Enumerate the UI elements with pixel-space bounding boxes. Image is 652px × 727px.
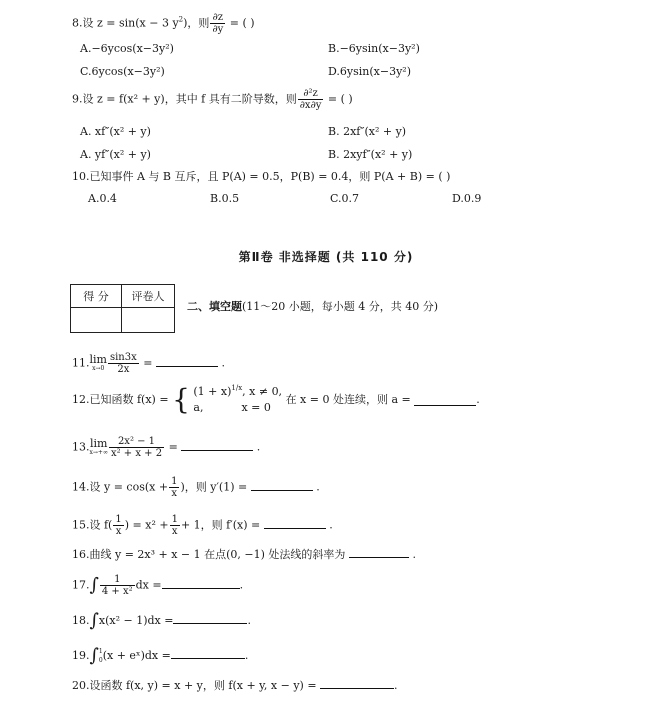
- q20-answer-blank[interactable]: [320, 677, 394, 689]
- q19-integral-icon: ∫: [89, 645, 99, 666]
- q11-equals: =: [143, 356, 153, 370]
- q15-end: .: [329, 518, 333, 532]
- q19-pre: 19.: [72, 649, 90, 662]
- q19-answer-blank[interactable]: [171, 647, 245, 659]
- score-table: [70, 284, 175, 333]
- q8-frac-den: ∂y: [212, 24, 224, 35]
- question-14: [72, 476, 320, 499]
- q13-end: .: [256, 440, 261, 454]
- q11-end: .: [221, 356, 225, 370]
- q9-option-d: B. 2xyf″(x² + y): [328, 148, 413, 161]
- q8-option-a: A.−6ycos(x−3y²): [80, 42, 174, 55]
- question-13: [72, 436, 260, 459]
- q17-answer-blank[interactable]: [162, 577, 240, 589]
- q14-post: )，则 y′(1) =: [180, 480, 248, 494]
- q9-option-c: A. yf″(x² + y): [80, 148, 151, 161]
- q9-option-a: A. xf″(x² + y): [80, 125, 151, 138]
- score-header: 得 分: [71, 285, 122, 308]
- q19-end: .: [244, 649, 249, 662]
- q13-equals: =: [168, 440, 178, 454]
- q14-frac-num: 1: [171, 476, 178, 487]
- q12-brace-icon: {: [172, 383, 190, 416]
- q17-frac-den: 4 + x²: [101, 586, 133, 597]
- q8-option-b: B.−6ysin(x−3y²): [328, 42, 420, 55]
- q17-frac-num: 1: [100, 574, 135, 586]
- q11-frac-num: sin3x: [109, 352, 137, 363]
- question-12: [72, 384, 480, 416]
- question-9-stem: [72, 88, 353, 111]
- q18-answer-blank[interactable]: [173, 612, 247, 624]
- q8-stem-sup: 2: [178, 15, 184, 24]
- q18-pre: 18.: [72, 614, 90, 627]
- q15-frac1-num: 1: [115, 514, 122, 525]
- q8-frac-num: ∂z: [210, 12, 225, 24]
- q8-stem-mid: )，则: [183, 16, 210, 30]
- q13-fraction: [109, 436, 164, 459]
- q11-fraction: [108, 352, 139, 375]
- q12-end: .: [476, 393, 480, 406]
- q16-answer-blank[interactable]: [349, 546, 409, 558]
- q9-frac-num: ∂²z: [298, 88, 324, 100]
- q13-frac-num: 2x² − 1: [109, 436, 164, 448]
- q13-limit: [89, 436, 108, 457]
- q16-end: .: [412, 548, 416, 561]
- section-title: 第Ⅱ卷 非选择题 (共 110 分): [238, 250, 414, 264]
- q8-option-c: C.6ycos(x−3y²): [80, 65, 165, 78]
- q12-case1-cond: , x ≠ 0,: [242, 385, 283, 398]
- question-10-stem: 10.已知事件 A 与 B 互斥，且 P(A) = 0.5，P(B) = 0.4，则 P(A + B) = ( ): [72, 170, 451, 183]
- q11-answer-blank[interactable]: [156, 355, 218, 367]
- q18-body: x(x² − 1)dx =: [98, 614, 174, 627]
- grader-header: 评卷人: [122, 285, 175, 308]
- q12-case2-expr: a,: [193, 401, 204, 414]
- q15-fraction-1: [113, 514, 123, 537]
- q12-case1-sup: 1/x: [231, 384, 243, 392]
- part2-heading: [187, 300, 438, 314]
- q18-end: .: [247, 614, 251, 627]
- q17-pre: 17.: [72, 578, 90, 592]
- q9-frac-den: ∂x∂y: [299, 100, 322, 111]
- question-20: [72, 677, 398, 693]
- q19-lower: 0: [98, 657, 103, 664]
- q15-pre: 15.设 f(: [72, 518, 113, 532]
- q12-cases: [193, 384, 282, 416]
- q11-frac-den: 2x: [117, 364, 130, 375]
- q20-text: 20.设函数 f(x, y) = x + y，则 f(x + y, x − y) =: [72, 679, 317, 692]
- q15-frac1-den: x: [115, 526, 122, 537]
- q10-option-b: B.0.5: [210, 192, 240, 205]
- q12-case1-expr: (1 + x): [193, 385, 232, 398]
- q14-end: .: [316, 480, 320, 494]
- q8-stem-pre: 8.设 z = sin(x − 3 y: [72, 16, 179, 30]
- q11-limit: [89, 352, 107, 373]
- q8-stem-post: = ( ): [226, 16, 255, 30]
- q13-pre: 13.: [72, 440, 90, 454]
- q9-fraction: [298, 88, 324, 111]
- q15-post: + 1，则 f′(x) =: [180, 518, 261, 532]
- q13-frac-den: x² + x + 2: [110, 448, 163, 459]
- q10-option-a: A.0.4: [88, 192, 117, 205]
- score-cell: [71, 308, 122, 333]
- question-18: [72, 612, 251, 630]
- question-17: [72, 574, 243, 597]
- part2-desc: (11～20 小题，每小题 4 分，共 40 分): [242, 300, 439, 313]
- q15-mid: ) = x² +: [124, 518, 169, 532]
- q12-mid: 在 x = 0 处连续，则 a =: [285, 393, 411, 406]
- q20-end: .: [394, 679, 398, 692]
- q9-stem-post: = ( ): [324, 92, 353, 106]
- q17-post: dx =: [135, 578, 162, 592]
- q19-upper: 1: [98, 648, 103, 655]
- q18-integral-icon: ∫: [89, 610, 99, 631]
- q8-option-d: D.6ysin(x−3y²): [328, 65, 412, 78]
- q16-text: 16.曲线 y = 2x³ + x − 1 在点(0, −1) 处法线的斜率为: [72, 548, 346, 561]
- q13-lim-sub: x→+∞: [89, 448, 108, 456]
- q19-body: (x + eˣ)dx =: [102, 649, 171, 662]
- q9-option-b: B. 2xf″(x² + y): [328, 125, 407, 138]
- q12-case-1: [193, 384, 282, 400]
- question-19: [72, 647, 248, 665]
- grader-cell: [122, 308, 175, 333]
- q14-answer-blank[interactable]: [251, 479, 313, 491]
- q12-case2-cond: x = 0: [241, 401, 271, 414]
- q8-fraction: [210, 12, 225, 35]
- q12-answer-blank[interactable]: [414, 394, 476, 406]
- q15-frac2-den: x: [171, 526, 178, 537]
- q12-case-2: [193, 400, 282, 416]
- q17-end: .: [239, 578, 244, 592]
- q10-option-d: D.0.9: [452, 192, 482, 205]
- q14-frac-den: x: [171, 488, 178, 499]
- q11-pre: 11.: [72, 356, 90, 370]
- q11-lim-sub: x→0: [92, 364, 105, 372]
- q14-pre: 14.设 y = cos(x +: [72, 480, 169, 494]
- q15-fraction-2: [170, 514, 180, 537]
- q13-answer-blank[interactable]: [181, 439, 253, 451]
- question-15: [72, 514, 333, 537]
- q17-fraction: [100, 574, 135, 597]
- q10-option-c: C.0.7: [330, 192, 360, 205]
- q15-frac2-num: 1: [171, 514, 178, 525]
- part2-label: 二、填空题: [187, 300, 242, 313]
- q13-lim-word: lim: [89, 436, 108, 450]
- q11-lim-word: lim: [89, 352, 107, 366]
- q15-answer-blank[interactable]: [264, 517, 326, 529]
- q9-stem-pre: 9.设 z = f(x² + y)，其中 f 具有二阶导数，则: [72, 92, 297, 106]
- question-11: [72, 352, 225, 375]
- q12-pre: 12.已知函数 f(x) =: [72, 393, 169, 406]
- q17-integral-icon: ∫: [89, 574, 99, 596]
- question-8-stem: [72, 12, 255, 35]
- question-16: [72, 546, 416, 562]
- q14-fraction: [169, 476, 179, 499]
